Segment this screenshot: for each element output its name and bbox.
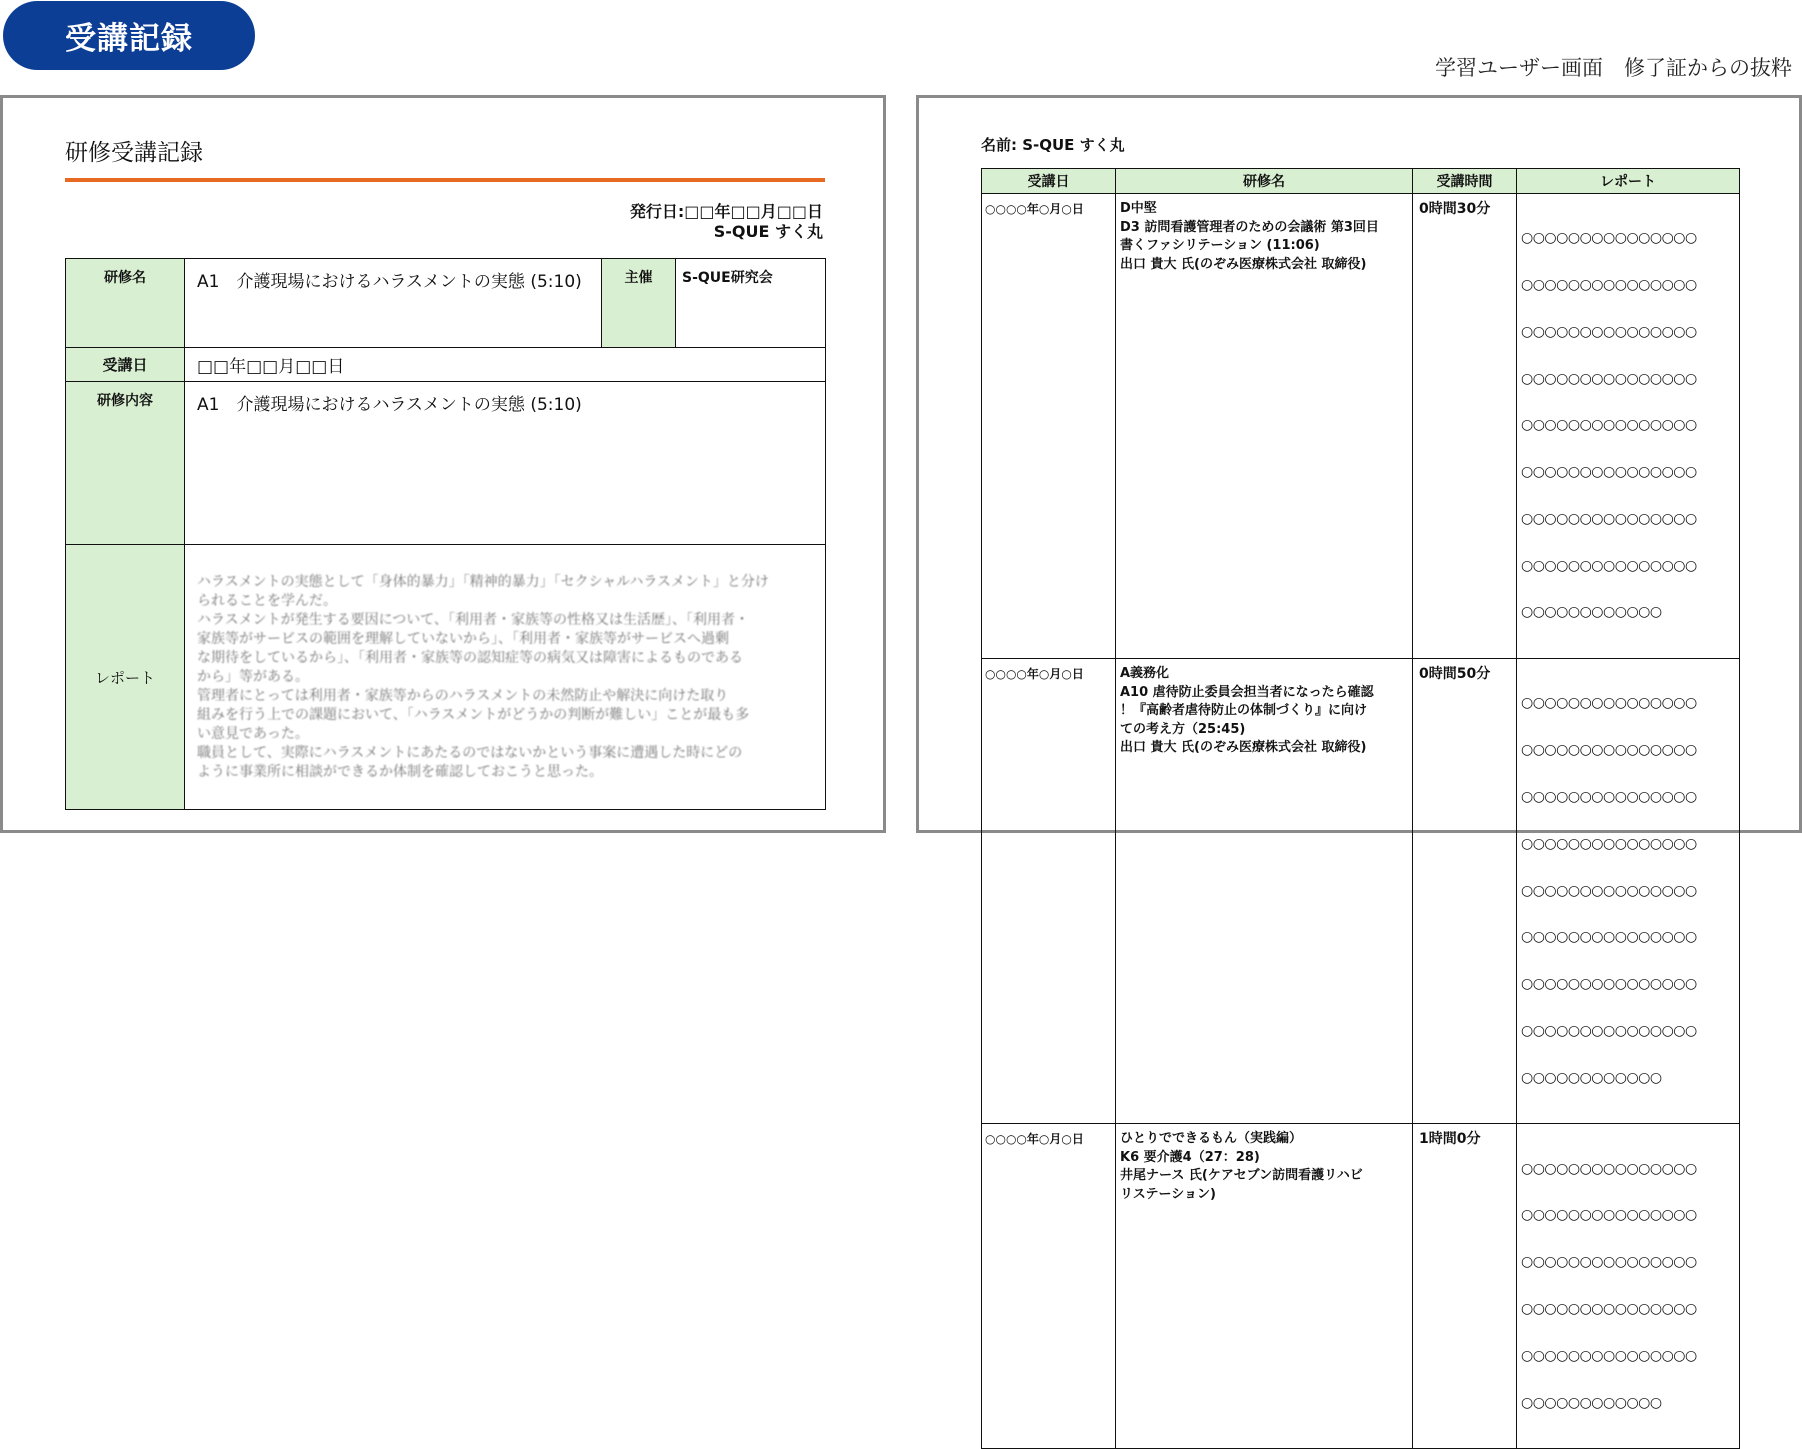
table-row bbox=[982, 194, 1740, 659]
date-label: 受講日 bbox=[66, 348, 185, 382]
course-line: 出口 貴大 氏(のぞみ医療株式会社 取締役) bbox=[1120, 740, 1367, 756]
report-line: ○○○○○○○○○○○○○○○ bbox=[1521, 1254, 1697, 1271]
row-report bbox=[1517, 1124, 1740, 1449]
report-line: ○○○○○○○○○○○○○○○ bbox=[1521, 370, 1697, 387]
report-line: ○○○○○○○○○○○○○○○ bbox=[1521, 1022, 1697, 1039]
report-text bbox=[197, 573, 813, 782]
report-line: ○○○○○○○○○○○○○○○ bbox=[1521, 882, 1697, 899]
learner-name: 名前: S-QUE すく丸 bbox=[981, 136, 1125, 154]
certificate-panel bbox=[0, 95, 886, 833]
report-line: い意見であった。 bbox=[197, 725, 309, 742]
report-line: ○○○○○○○○○○○○ bbox=[1521, 1069, 1662, 1086]
report-placeholder bbox=[1521, 200, 1735, 652]
certificate-title: 研修受講記録 bbox=[65, 140, 203, 166]
row-time: 0時間30分 bbox=[1413, 194, 1517, 659]
report-line: ○○○○○○○○○○○○○○○ bbox=[1521, 976, 1697, 993]
sponsor-value: S-QUE研究会 bbox=[676, 259, 826, 348]
records-table bbox=[981, 168, 1740, 1449]
col-header-time: 受講時間 bbox=[1413, 169, 1517, 194]
report-line: ○○○○○○○○○○○○○○○ bbox=[1521, 323, 1697, 340]
col-header-date: 受講日 bbox=[982, 169, 1116, 194]
report-line: 職員として、実際にハラスメントにあたるのではないかという事案に遭遇した時にどの bbox=[197, 744, 743, 761]
row-time: 0時間50分 bbox=[1413, 659, 1517, 1124]
report-line: ○○○○○○○○○○○○○○○ bbox=[1521, 695, 1697, 712]
report-line: ○○○○○○○○○○○○ bbox=[1521, 604, 1662, 621]
course-line: 井尾ナース 氏(ケアセブン訪問看護リハビ bbox=[1120, 1168, 1363, 1184]
report-line: な期待をしているから」、「利用者・家族等の認知症等の病気又は障害によるものである bbox=[197, 649, 743, 666]
row-time: 1時間0分 bbox=[1413, 1124, 1517, 1449]
report-line: ○○○○○○○○○○○○○○○ bbox=[1521, 1300, 1697, 1317]
page-caption: 学習ユーザー画面 修了証からの抜粋 bbox=[1435, 56, 1792, 80]
course-line: K6 要介護4（27：28) bbox=[1120, 1149, 1260, 1165]
course-line: D3 訪問看護管理者のための会議術 第3回目 bbox=[1120, 219, 1379, 235]
report-label: レポート bbox=[66, 545, 185, 810]
issue-date: 発行日:□□年□□月□□日 bbox=[629, 202, 823, 221]
col-header-course: 研修名 bbox=[1116, 169, 1413, 194]
row-date: ○○○○年○月○日 bbox=[982, 1124, 1116, 1449]
report-row bbox=[66, 545, 826, 810]
report-line: ○○○○○○○○○○○○○○○ bbox=[1521, 929, 1697, 946]
course-name-row bbox=[66, 259, 826, 348]
issuer-name: S-QUE すく丸 bbox=[713, 222, 823, 241]
course-line: リステーション) bbox=[1120, 1186, 1216, 1202]
row-course bbox=[1116, 194, 1413, 659]
row-report bbox=[1517, 659, 1740, 1124]
table-row bbox=[982, 1124, 1740, 1449]
report-line: ○○○○○○○○○○○○○○○ bbox=[1521, 1207, 1697, 1224]
report-placeholder bbox=[1521, 665, 1735, 1117]
report-line: ○○○○○○○○○○○○○○○ bbox=[1521, 835, 1697, 852]
report-line: られることを学んだ。 bbox=[197, 592, 337, 609]
issue-info bbox=[630, 202, 823, 242]
course-line: ての考え方（25:45) bbox=[1120, 721, 1246, 737]
row-report bbox=[1517, 194, 1740, 659]
report-line: ○○○○○○○○○○○○○○○ bbox=[1521, 557, 1697, 574]
report-line: 家族等がサービスの範囲を理解していないから」、「利用者・家族等がサービスへ過剰 bbox=[197, 630, 729, 647]
row-date: ○○○○年○月○日 bbox=[982, 659, 1116, 1124]
course-name-label: 研修名 bbox=[66, 259, 185, 348]
report-line: 管理者にとっては利用者・家族等からのハラスメントの未然防止や解決に向けた取り bbox=[197, 687, 729, 704]
sponsor-label: 主催 bbox=[602, 259, 676, 348]
course-line: 出口 貴大 氏(のぞみ医療株式会社 取締役) bbox=[1120, 256, 1367, 272]
course-name-value: A1 介護現場におけるハラスメントの実態 (5:10) bbox=[185, 259, 602, 348]
report-line: ハラスメントの実態として「身体的暴力」「精神的暴力」「セクシャルハラスメント」と分け bbox=[197, 573, 769, 590]
table-row bbox=[982, 659, 1740, 1124]
report-line: ように事業所に相談ができるか体制を確認しておこうと思った。 bbox=[197, 763, 603, 780]
course-line: A10 虐待防止委員会担当者になったら確認 bbox=[1120, 684, 1374, 700]
course-line: D中堅 bbox=[1120, 201, 1157, 216]
date-row bbox=[66, 348, 826, 382]
report-line: ○○○○○○○○○○○○ bbox=[1521, 1394, 1662, 1411]
date-value: □□年□□月□□日 bbox=[185, 348, 826, 382]
certificate-table bbox=[65, 258, 826, 810]
content-value: A1 介護現場におけるハラスメントの実態 (5:10) bbox=[185, 382, 826, 545]
report-line: から」等がある。 bbox=[197, 668, 309, 685]
course-line: ！『高齢者虐待防止の体制づくり』に向け bbox=[1120, 703, 1368, 719]
report-placeholder bbox=[1521, 1130, 1735, 1442]
row-course bbox=[1116, 1124, 1413, 1449]
report-line: ○○○○○○○○○○○○○○○ bbox=[1521, 510, 1697, 527]
course-line: ひとりでできるもん（実践編） bbox=[1120, 1131, 1303, 1147]
report-line: ハラスメントが発生する要因について、「利用者・家族等の性格又は生活歴」、「利用者・ bbox=[197, 611, 750, 628]
content-label: 研修内容 bbox=[66, 382, 185, 545]
report-line: ○○○○○○○○○○○○○○○ bbox=[1521, 276, 1697, 293]
report-line: ○○○○○○○○○○○○○○○ bbox=[1521, 788, 1697, 805]
records-panel bbox=[916, 95, 1802, 1411]
row-date: ○○○○年○月○日 bbox=[982, 194, 1116, 659]
row-course bbox=[1116, 659, 1413, 1124]
course-line: 書くファシリテーション (11:06) bbox=[1120, 238, 1320, 253]
col-header-report: レポート bbox=[1517, 169, 1740, 194]
records-header-row bbox=[982, 169, 1740, 194]
report-line: ○○○○○○○○○○○○○○○ bbox=[1521, 1160, 1697, 1177]
report-line: ○○○○○○○○○○○○○○○ bbox=[1521, 464, 1697, 481]
content-row bbox=[66, 382, 826, 545]
title-divider bbox=[65, 178, 825, 182]
report-line: ○○○○○○○○○○○○○○○ bbox=[1521, 1347, 1697, 1364]
course-line: A義務化 bbox=[1120, 666, 1170, 682]
report-line: ○○○○○○○○○○○○○○○ bbox=[1521, 230, 1697, 247]
section-badge: 受講記録 bbox=[3, 1, 255, 70]
report-line: ○○○○○○○○○○○○○○○ bbox=[1521, 417, 1697, 434]
report-line: ○○○○○○○○○○○○○○○ bbox=[1521, 742, 1697, 759]
report-line: 組みを行う上での課題において、「ハラスメントがどうかの判断が難しい」ことが最も多 bbox=[197, 706, 750, 723]
report-value bbox=[185, 545, 826, 810]
